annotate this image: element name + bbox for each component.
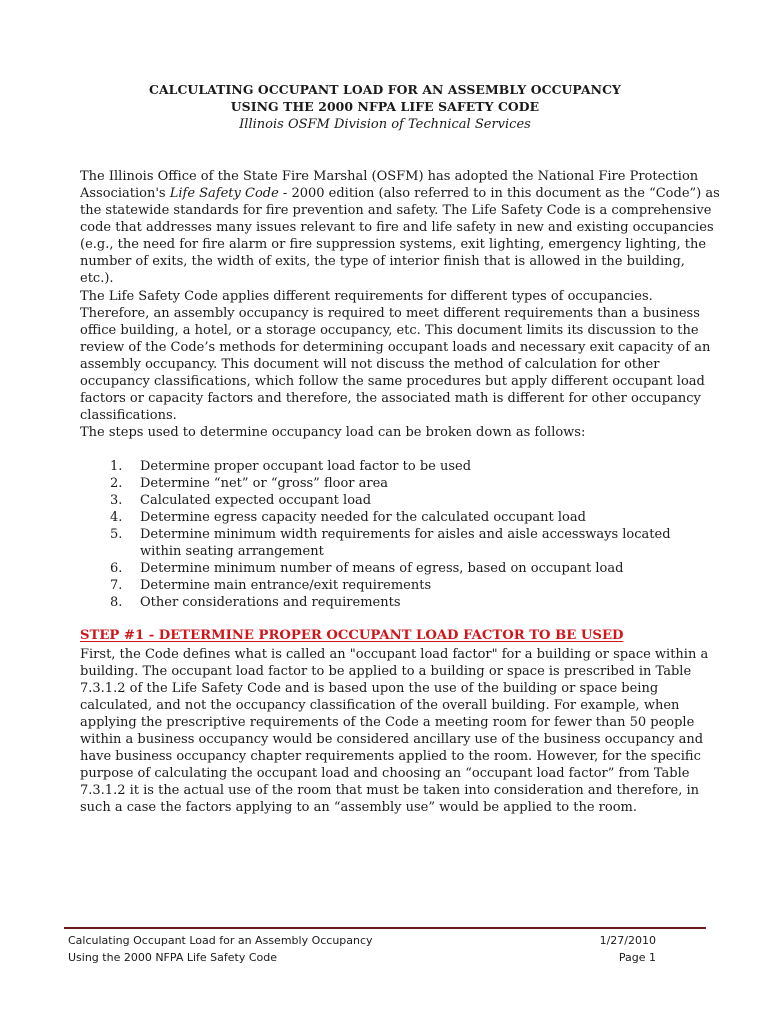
step-text: Determine main entrance/exit requirements xyxy=(140,578,432,593)
steps-list xyxy=(110,458,710,611)
list-item xyxy=(110,594,710,611)
step-number: 1. xyxy=(110,459,123,474)
step-number: 8. xyxy=(110,595,123,610)
step-text: Determine “net” or “gross” floor area xyxy=(140,476,389,491)
intro-paragraph-1 xyxy=(80,168,720,287)
document-subtitle: Illinois OSFM Division of Technical Services xyxy=(239,117,531,132)
step-number: 5. xyxy=(110,527,123,542)
step-text: Determine minimum width requirements for aisles and aisle accessways located within seating arrangement xyxy=(140,527,671,559)
step-text: Determine proper occupant load factor to be used xyxy=(140,459,472,474)
list-item xyxy=(110,492,710,509)
intro-paragraph-3: The steps used to determine occupancy load can be broken down as follows: xyxy=(80,425,586,440)
list-item xyxy=(110,526,710,560)
step-number: 2. xyxy=(110,476,123,491)
step-number: 4. xyxy=(110,510,123,525)
life-safety-code-italic: Life Safety Code xyxy=(169,186,279,201)
list-item xyxy=(110,475,710,492)
footer-title-line-1: Calculating Occupant Load for an Assembly Occupancy xyxy=(68,934,373,947)
footer-divider xyxy=(64,927,706,929)
step-number: 3. xyxy=(110,493,123,508)
document-title-line-2: USING THE 2000 NFPA LIFE SAFETY CODE xyxy=(230,99,540,114)
page-number: Page 1 xyxy=(618,951,656,964)
list-item xyxy=(110,577,710,594)
list-item xyxy=(110,458,710,475)
step-1-paragraph: First, the Code defines what is called an "occupant load factor" for a building or space within a building. The occupant load factor to be applied to a building or space is prescribed in Table 7.3.1.2 of the Life Safety Code and is based upon the use of the building or space being calculated, and not the occupancy classification of the overall building. For example, when applying the prescriptive requirements of the Code a meeting room for fewer than 50 people within a business occupancy would be considered ancillary use of the business occupancy and have business occupancy chapter requirements applied to the room. However, for the specific purpose of calculating the occupant load and choosing an “occupant load factor” from Table 7.3.1.2 it is the actual use of the room that must be taken into consideration and therefore, in such a case the factors applying to an “assembly use” would be applied to the room. xyxy=(80,647,709,815)
step-text: Calculated expected occupant load xyxy=(140,493,372,508)
intro-paragraph-2: The Life Safety Code applies different requirements for different types of occupancies. Therefore, an assembly occupancy is required to meet different requirements than a business office building, a hotel, or a storage occupancy, etc. This document limits its discussion to the review of the Code’s methods for determining occupant loads and necessary exit capacity of an assembly occupancy. This document will not discuss the method of calculation for other occupancy classifications, which follow the same procedures but apply different occupant load factors or capacity factors and therefore, the associated math is different for other occupancy classifications. xyxy=(80,289,711,423)
step-1-heading: STEP #1 - DETERMINE PROPER OCCUPANT LOAD FACTOR TO BE USED xyxy=(80,628,624,643)
list-item xyxy=(110,509,710,526)
step-text: Other considerations and requirements xyxy=(140,595,401,610)
footer-document-title xyxy=(68,932,373,966)
document-title-line-1: CALCULATING OCCUPANT LOAD FOR AN ASSEMBLY OCCUPANCY xyxy=(148,82,621,97)
footer-title-line-2: Using the 2000 NFPA Life Safety Code xyxy=(68,951,277,964)
step-text: Determine egress capacity needed for the calculated occupant load xyxy=(140,510,586,525)
step-number: 7. xyxy=(110,578,123,593)
intro-p1-lead: The Illinois Office of the State Fire Marshal (OSFM) has adopted the National Fire Protection Association's xyxy=(80,169,699,201)
footer-meta xyxy=(600,932,656,966)
step-number: 6. xyxy=(110,561,123,576)
intro-p1-rest: - 2000 edition (also referred to in this document as the “Code”) as the statewide standards for fire prevention and safety. The Life Safety Code is a comprehensive code that addresses many issues relevant to fire and life safety in new and existing occupancies (e.g., the need for fire alarm or fire suppression systems, exit lighting, emergency lighting, the number of exits, the width of exits, the type of interior finish that is allowed in the building, etc.). xyxy=(80,186,720,286)
list-item xyxy=(110,560,710,577)
step-text: Determine minimum number of means of egress, based on occupant load xyxy=(140,561,624,576)
footer-date: 1/27/2010 xyxy=(599,934,656,947)
